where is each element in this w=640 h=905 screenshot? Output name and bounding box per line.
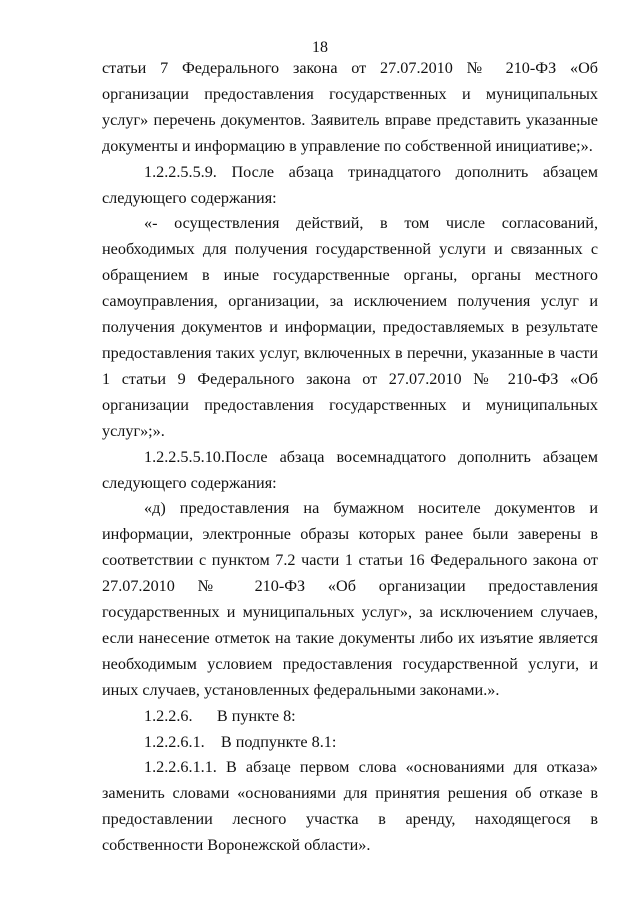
paragraph-amendment-1-2-2-6-1-1: 1.2.2.6.1.1. В абзаце первом слова «основаниями для отказа» заменить словами «основаниями для принятия решения об отказе в предоставлении лесного участка в аренду, находящегося в собственности Воронежской области». — [102, 758, 598, 855]
document-body — [102, 56, 598, 859]
paragraph-continuation: статьи 7 Федерального закона от 27.07.2010 № 210-ФЗ «Об организации предоставления государственных и муниципальных услуг» перечень документов. Заявитель вправе представить указанные документы и информацию в управление по собственной инициативе;». — [102, 59, 598, 155]
paragraph-quoted-text-actions: «- осуществления действий, в том числе согласований, необходимых для получения государственной услуги и связанных с обращением в иные государственные органы, органы местного самоуправления, организации, за исключением получения услуг и получения документов и информации, предоставляемых в результате предоставления таких услуг, включенных в перечни, указанные в части 1 статьи 9 Федерального закона от 27.07.2010 № 210-ФЗ «Об организации предоставления государственных и муниципальных услуг»;». — [102, 214, 598, 440]
page-number: 18 — [312, 39, 328, 56]
paragraph-quoted-text-item-d: «д) предоставления на бумажном носителе документов и информации, электронные образы которых ранее были заверены в соответствии с пунктом 7.2 части 1 статьи 16 Федерального закона от 27.07.2010 № 210-ФЗ «Об организации предоставления государственных и муниципальных услуг», за исключением случаев, если нанесение отметок на такие документы либо их изъятие является необходимым условием предоставления государственной услуги, и иных случаев, установленных федеральными законами.». — [102, 499, 598, 699]
paragraph-amendment-1-2-2-5-5-10: 1.2.2.5.5.10.После абзаца восемнадцатого дополнить абзацем следующего содержания: — [102, 447, 598, 492]
paragraph-amendment-1-2-2-6: 1.2.2.6. В пункте 8: — [144, 706, 296, 725]
paragraph-amendment-1-2-2-6-1: 1.2.2.6.1. В подпункте 8.1: — [144, 732, 337, 751]
paragraph-amendment-1-2-2-5-5-9: 1.2.2.5.5.9. После абзаца тринадцатого дополнить абзацем следующего содержания: — [102, 162, 598, 207]
